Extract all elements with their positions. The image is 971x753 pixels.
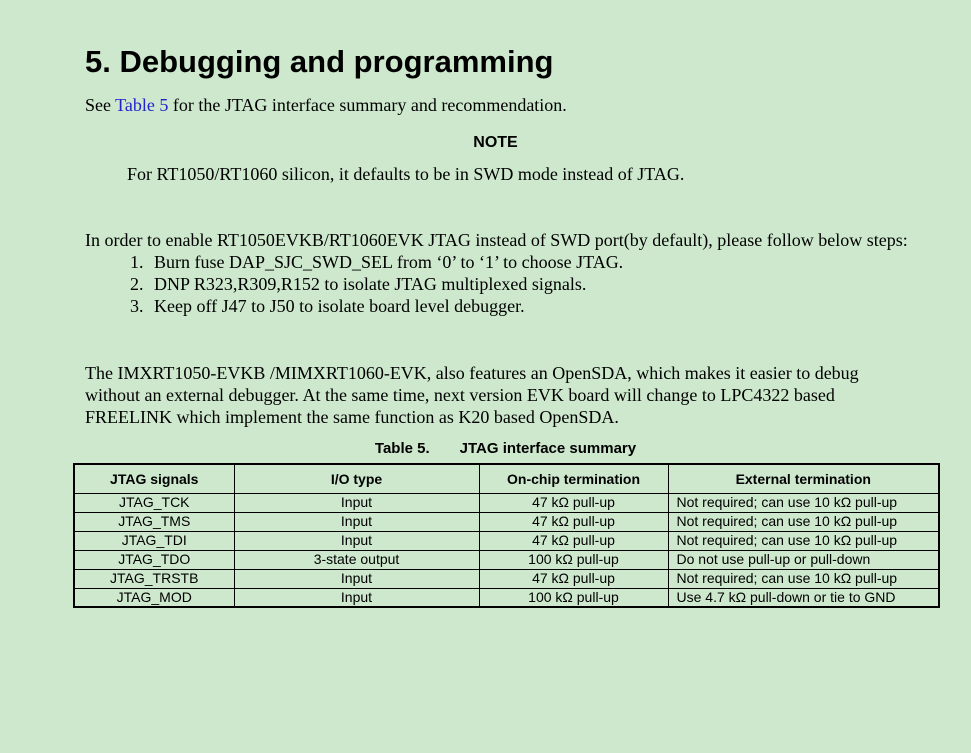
column-header: JTAG signals [74, 464, 234, 493]
table-cell: Not required; can use 10 kΩ pull-up [668, 493, 939, 512]
enable-jtag-paragraph: In order to enable RT1050EVKB/RT1060EVK JTAG instead of SWD port(by default), please follow below steps: [85, 230, 908, 250]
intro-paragraph [85, 94, 906, 116]
jtag-table-body [74, 493, 939, 607]
opensda-paragraph: The IMXRT1050-EVKB /MIMXRT1060-EVK, also features an OpenSDA, which makes it easier to debug without an external debugger. At the same time, next version EVK board will change to LPC4322 based FREELINK which implement the same function as K20 based OpenSDA. [85, 363, 859, 427]
table-cell: Not required; can use 10 kΩ pull-up [668, 531, 939, 550]
step-item: 2. DNP R323,R309,R152 to isolate JTAG multiplexed signals. [148, 273, 911, 295]
table-cell: 100 kΩ pull-up [479, 550, 668, 569]
table-caption-title: JTAG interface summary [459, 440, 637, 457]
note-body: For RT1050/RT1060 silicon, it defaults to be in SWD mode instead of JTAG. [127, 164, 685, 184]
jtag-summary-table [73, 463, 940, 608]
table-cell: 47 kΩ pull-up [479, 569, 668, 588]
column-header: I/O type [234, 464, 479, 493]
table-cell: Input [234, 531, 479, 550]
table-cell: 47 kΩ pull-up [479, 493, 668, 512]
table-cell: JTAG_TRSTB [74, 569, 234, 588]
table-cell: Not required; can use 10 kΩ pull-up [668, 569, 939, 588]
table-row [74, 512, 939, 531]
steps-list [85, 251, 911, 317]
table-cell: JTAG_TMS [74, 512, 234, 531]
table-cell: Do not use pull-up or pull-down [668, 550, 939, 569]
intro-text-post: for the JTAG interface summary and recommendation. [168, 95, 567, 115]
table-cell: 100 kΩ pull-up [479, 588, 668, 607]
table-row [74, 569, 939, 588]
document-page [0, 44, 971, 753]
table-cell: 47 kΩ pull-up [479, 512, 668, 531]
table-cell: Input [234, 569, 479, 588]
table-cell: Not required; can use 10 kΩ pull-up [668, 512, 939, 531]
table-cell: Input [234, 588, 479, 607]
table-cell: JTAG_TCK [74, 493, 234, 512]
table-cell: Input [234, 493, 479, 512]
table-cell: 3-state output [234, 550, 479, 569]
table-caption [73, 440, 938, 458]
table-cell: Input [234, 512, 479, 531]
column-header: On-chip termination [479, 464, 668, 493]
table-cell: Use 4.7 kΩ pull-down or tie to GND [668, 588, 939, 607]
intro-text-pre: See [85, 95, 116, 115]
section-heading: 5. Debugging and programming [85, 44, 554, 79]
table-caption-label: Table 5. [374, 440, 430, 457]
table-header-row [74, 464, 939, 493]
table-row [74, 531, 939, 550]
table-cell: 47 kΩ pull-up [479, 531, 668, 550]
step-item: 1. Burn fuse DAP_SJC_SWD_SEL from ‘0’ to ‘1’ to choose JTAG. [148, 251, 911, 273]
column-header: External termination [668, 464, 939, 493]
table-row [74, 550, 939, 569]
table-row [74, 588, 939, 607]
step-item: 3. Keep off J47 to J50 to isolate board level debugger. [148, 295, 911, 317]
note-label: NOTE [473, 134, 518, 151]
table5-link[interactable]: Table 5 [115, 95, 169, 115]
table-row [74, 493, 939, 512]
table-cell: JTAG_MOD [74, 588, 234, 607]
table-cell: JTAG_TDI [74, 531, 234, 550]
table-cell: JTAG_TDO [74, 550, 234, 569]
